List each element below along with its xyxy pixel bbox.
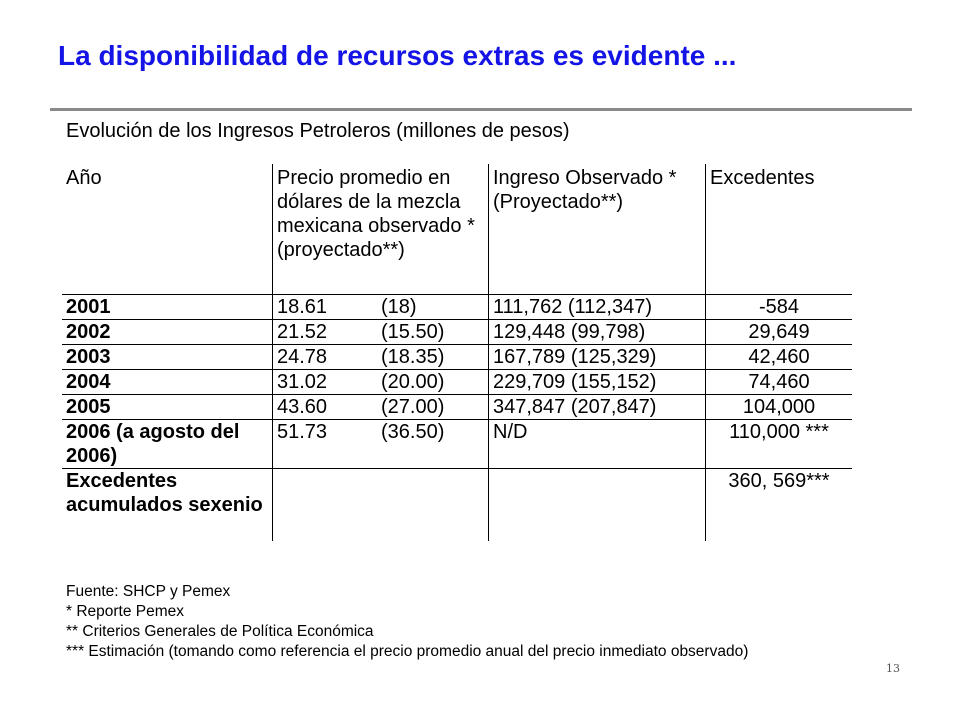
- price-projected: (15.50): [381, 321, 445, 343]
- table-caption: Evolución de los Ingresos Petroleros (millones de pesos): [66, 120, 570, 142]
- row-income: 111,762 (112,347): [489, 295, 706, 320]
- price-projected: (27.00): [381, 396, 445, 418]
- footnote-2: ** Criterios Generales de Política Económica: [66, 623, 374, 640]
- row-income: 129,448 (99,798): [489, 320, 706, 345]
- header-surplus: Excedentes: [706, 164, 853, 295]
- slide-title: La disponibilidad de recursos extras es evidente ...: [58, 40, 737, 71]
- row-year: 2003: [62, 345, 273, 370]
- total-surplus: 360, 569***: [706, 469, 853, 542]
- row-surplus: 29,649: [706, 320, 853, 345]
- row-price: [273, 345, 489, 370]
- price-observed: 21.52: [277, 321, 328, 343]
- row-price: [273, 395, 489, 420]
- table-row: [62, 370, 852, 395]
- row-surplus: -584: [706, 295, 853, 320]
- row-year: 2002: [62, 320, 273, 345]
- table-row: [62, 295, 852, 320]
- price-projected: (18.35): [381, 346, 445, 368]
- table-total-row: [62, 469, 852, 542]
- row-surplus: 42,460: [706, 345, 853, 370]
- price-observed: 51.73: [277, 421, 328, 443]
- table-header-row: [62, 164, 852, 295]
- row-income: 167,789 (125,329): [489, 345, 706, 370]
- price-observed: 18.61: [277, 296, 328, 318]
- footnote-1: * Reporte Pemex: [66, 603, 185, 620]
- row-year: 2005: [62, 395, 273, 420]
- row-year: 2001: [62, 295, 273, 320]
- price-projected: (18): [381, 296, 417, 318]
- row-surplus: 104,000: [706, 395, 853, 420]
- price-observed: 24.78: [277, 346, 328, 368]
- price-observed: 43.60: [277, 396, 328, 418]
- price-projected: (36.50): [381, 421, 445, 443]
- table-row: [62, 420, 852, 469]
- total-income-empty: [489, 469, 706, 542]
- row-price: [273, 320, 489, 345]
- header-price: Precio promedio en dólares de la mezcla mexicana observado * (proyectado**): [273, 164, 489, 295]
- page-number: 13: [886, 662, 900, 675]
- row-price: [273, 295, 489, 320]
- table-row: [62, 320, 852, 345]
- price-observed: 31.02: [277, 371, 328, 393]
- row-year: 2004: [62, 370, 273, 395]
- price-projected: (20.00): [381, 371, 445, 393]
- header-year: Año: [66, 167, 102, 189]
- row-income: 229,709 (155,152): [489, 370, 706, 395]
- table-row: [62, 345, 852, 370]
- row-income: N/D: [489, 420, 706, 469]
- row-price: [273, 370, 489, 395]
- row-price: [273, 420, 489, 469]
- title-divider: [50, 108, 912, 111]
- total-label: Excedentes acumulados sexenio: [62, 469, 273, 542]
- row-surplus: 110,000 ***: [706, 420, 853, 469]
- table-row: [62, 395, 852, 420]
- row-income: 347,847 (207,847): [489, 395, 706, 420]
- header-income: Ingreso Observado * (Proyectado**): [489, 164, 706, 295]
- oil-revenue-table: [62, 164, 852, 541]
- row-surplus: 74,460: [706, 370, 853, 395]
- footnotes: [66, 582, 748, 662]
- total-price-empty: [273, 469, 489, 542]
- row-year: 2006 (a agosto del 2006): [62, 420, 273, 469]
- footnote-3: *** Estimación (tomando como referencia el precio promedio anual del precio inmediato observado): [66, 643, 749, 660]
- footnote-source: Fuente: SHCP y Pemex: [66, 583, 231, 600]
